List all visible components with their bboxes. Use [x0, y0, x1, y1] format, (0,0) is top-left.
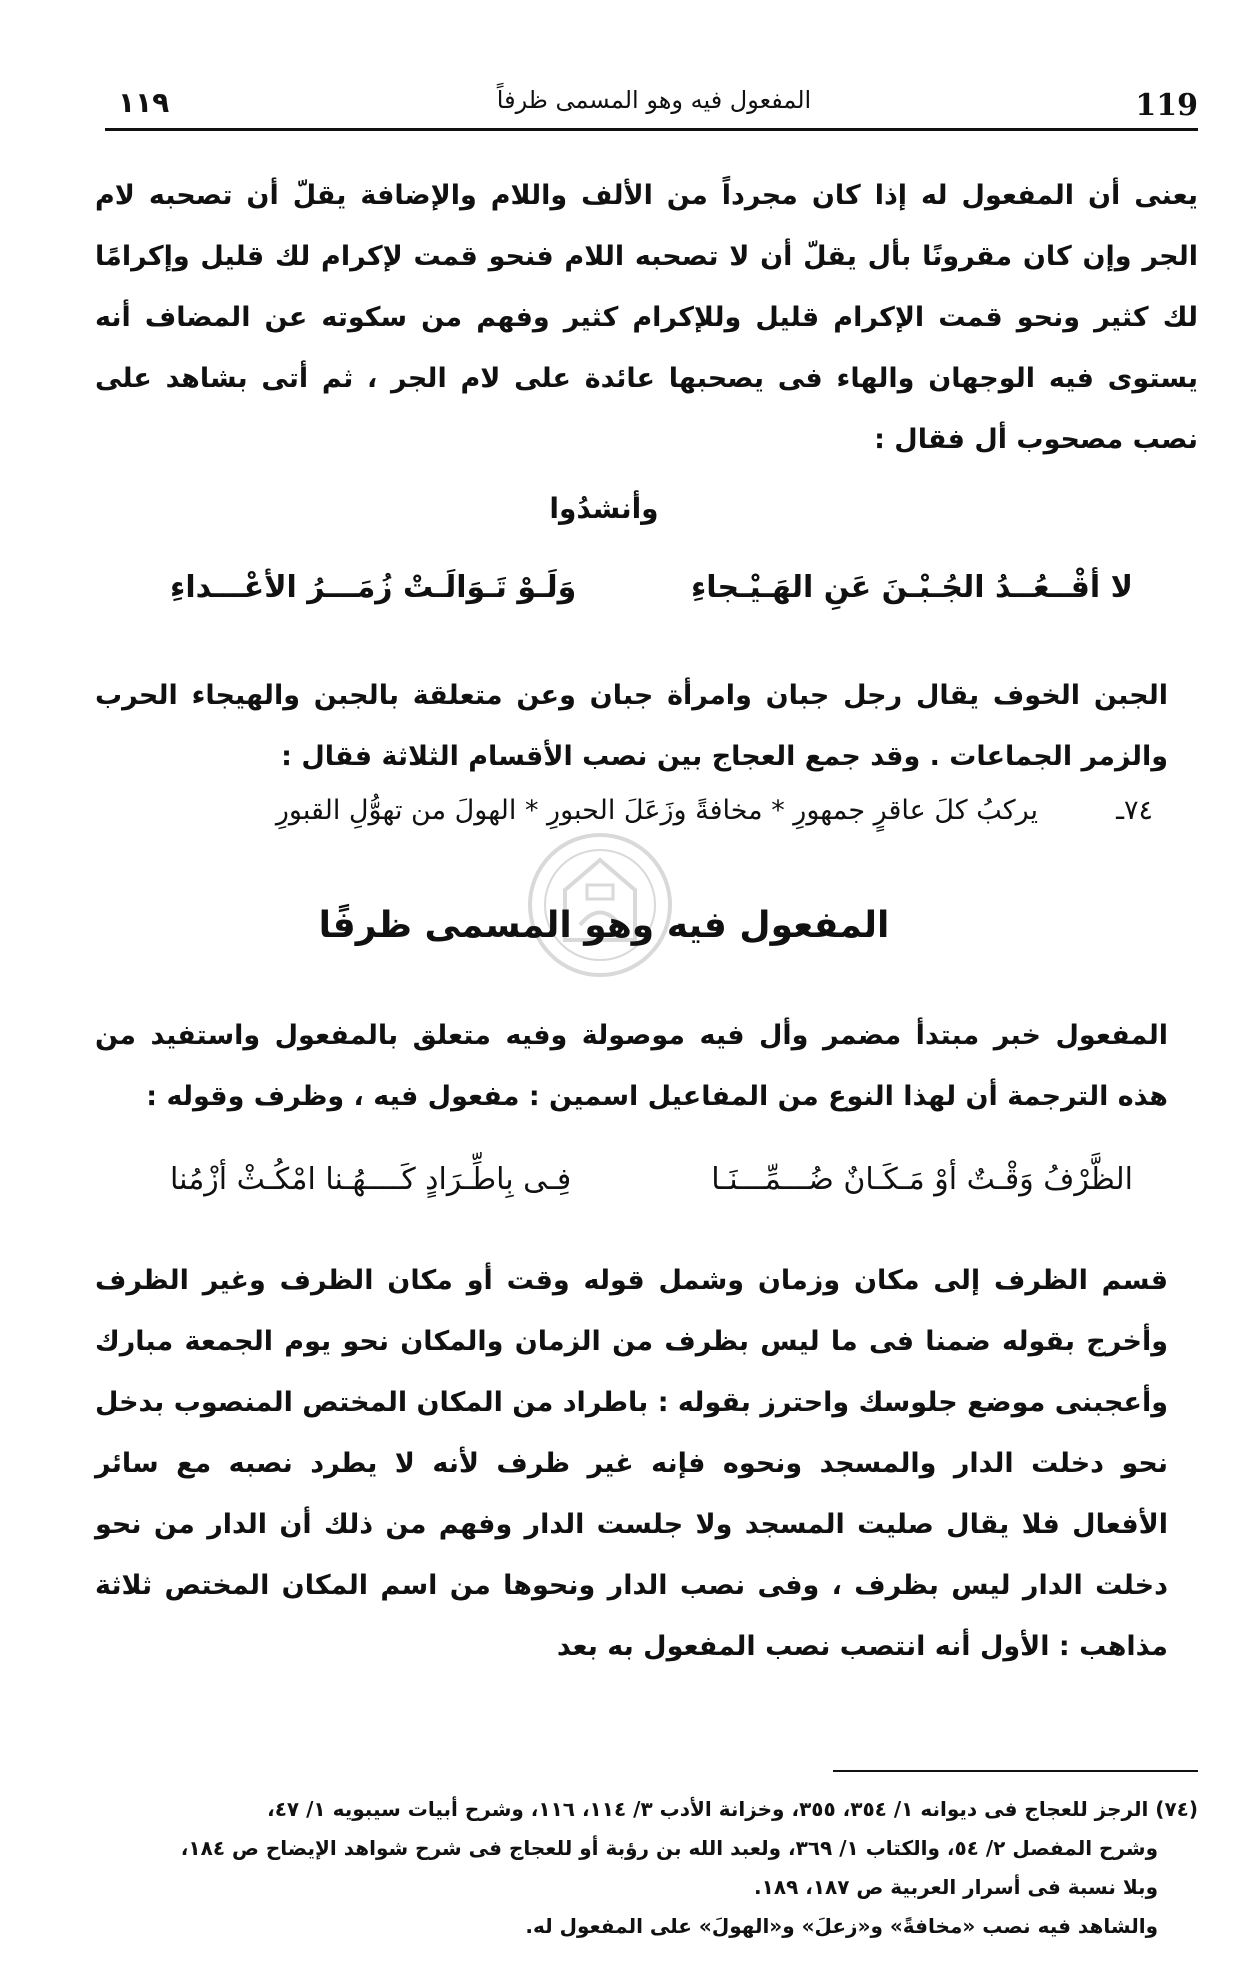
page-number-latin: 119 — [1135, 88, 1198, 123]
verse-2 — [170, 1162, 1133, 1222]
rajaz-number: ٧٤ـ — [1116, 795, 1153, 826]
page-header — [110, 78, 1198, 126]
paragraph-3: المفعول خبر مبتدأ مضمر وأل فيه موصولة وفيه متعلق بالمفعول واستفيد من هذه الترجمة أن لهذا النوع من المفاعيل اسمين : مفعول فيه ، وظرف وقوله : — [95, 1020, 1168, 1112]
section-title: المفعول فيه وهو المسمى ظرفًا — [318, 905, 890, 946]
page-number-arabic: ١١٩ — [118, 86, 170, 119]
verse-2-hemistich-1: الظَّرْفُ وَقْـتٌ أوْ مَـكَـانٌ ضُـــمِّـــنَـا — [711, 1162, 1133, 1197]
anshadu-heading: وأنشدُوا — [549, 492, 659, 525]
paragraph-1: يعنى أن المفعول له إذا كان مجرداً من الألف واللام والإضافة يقلّ أن تصحبه لام الجر وإن كان مقرونًا بأل يقلّ أن لا تصحبه اللام فنحو قمت لإكرام لك قليل وإكرامًا لك كثير ونحو قمت الإكرام قليل وللإكرام كثير وفهم من سكوته عن المضاف أنه يستوى فيه الوجهان والهاء فى يصحبها عائدة على لام الجر ، ثم أتى بشاهد على نصب مصحوب أل فقال : — [95, 180, 1198, 455]
footnote-line-2: وشرح المفصل ٢/ ٥٤، والكتاب ١/ ٣٦٩، ولعبد الله بن رؤبة أو للعجاج فى شرح شواهد الإيضاح ص ١٨٤، — [180, 1836, 1158, 1860]
footnote-line-3: وبلا نسبة فى أسرار العربية ص ١٨٧، ١٨٩. — [754, 1875, 1158, 1899]
footnote-line-1: (٧٤) الرجز للعجاج فى ديوانه ١/ ٣٥٤، ٣٥٥، وخزانة الأدب ٣/ ١١٤، ١١٦، وشرح أبيات سيبويه ١/ ٤٧، — [267, 1797, 1198, 1821]
paragraph-2: الجبن الخوف يقال رجل جبان وامرأة جبان وعن متعلقة بالجبن والهيجاء الحرب والزمر الجماعات . وقد جمع العجاج بين نصب الأقسام الثلاثة فقال : — [95, 680, 1168, 772]
rajaz-text: يركبُ كلَ عاقرٍ جمهورِ * مخافةً وزَعَلَ الحبورِ * الهولَ من تهوُّلِ القبورِ — [275, 795, 1038, 826]
verse-1-hemistich-2: وَلَـوْ تَـوَالَـتْ زُمَـــرُ الأعْـــداءِ — [170, 570, 577, 605]
verse-1 — [170, 570, 1133, 630]
footnotes — [95, 1790, 1198, 1946]
header-divider — [105, 128, 1198, 131]
footnote-divider — [833, 1770, 1198, 1772]
verse-1-hemistich-1: لا أقْــعُــدُ الجُـبْـنَ عَنِ الهَـيْـجاءِ — [690, 570, 1133, 605]
running-title: المفعول فيه وهو المسمى ظرفاً — [496, 86, 812, 114]
footnote-line-4: والشاهد فيه نصب «مخافةً» و«زعلَ» و«الهولَ» على المفعول له. — [525, 1914, 1158, 1938]
verse-2-hemistich-2: فِـى بِاطِّـرَادٍ كَــــهُـنا امْكُـثْ أزْمُنا — [170, 1162, 572, 1197]
paragraph-4: قسم الظرف إلى مكان وزمان وشمل قوله وقت أو مكان الظرف وغير الظرف وأخرج بقوله ضمنا فى ما ليس بظرف من الزمان والمكان نحو يوم الجمعة مبارك وأعجبنى موضع جلوسك واحترز بقوله : باطراد من المكان المختص المنصوب بدخل نحو دخلت الدار والمسجد ونحوه فإنه غير ظرف لأنه لا يطرد نصبه مع سائر الأفعال فلا يقال صليت المسجد ولا جلست الدار وفهم من ذلك أن الدار من نحو دخلت الدار ليس بظرف ، وفى نصب الدار ونحوها من اسم المكان المختص ثلاثة مذاهب : الأول أنه انتصب نصب المفعول به بعد — [95, 1265, 1168, 1662]
